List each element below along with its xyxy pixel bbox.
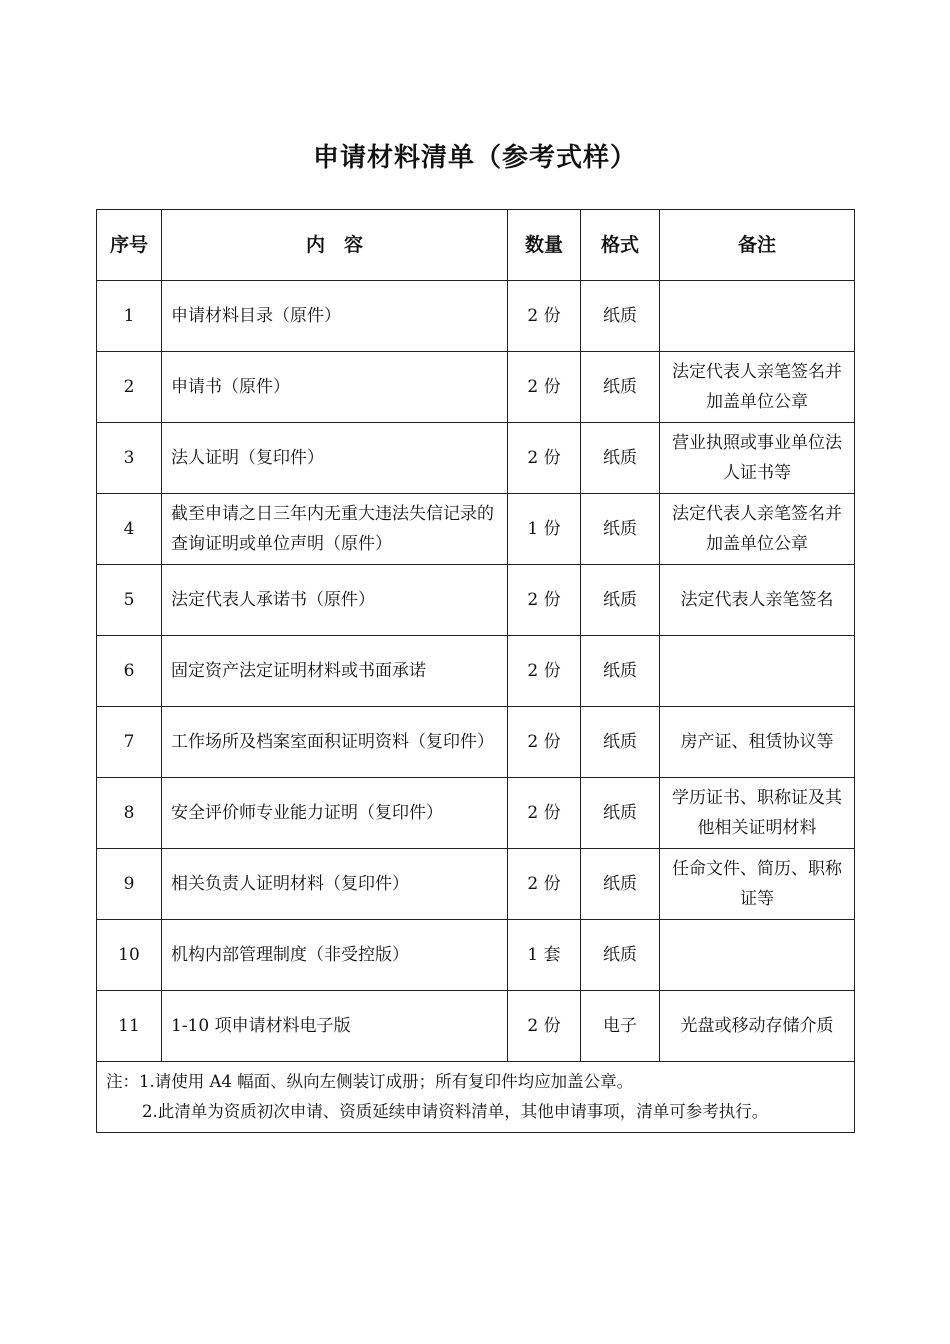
cell-format: 纸质 bbox=[581, 565, 660, 636]
notes-cell bbox=[97, 1062, 855, 1133]
cell-format: 纸质 bbox=[581, 849, 660, 920]
table-row bbox=[97, 423, 855, 494]
cell-format: 纸质 bbox=[581, 707, 660, 778]
cell-seq: 7 bbox=[97, 707, 162, 778]
cell-seq: 10 bbox=[97, 920, 162, 991]
cell-seq: 11 bbox=[97, 991, 162, 1062]
table-row bbox=[97, 565, 855, 636]
cell-quantity: 2 份 bbox=[508, 423, 581, 494]
table-row bbox=[97, 849, 855, 920]
cell-content: 申请书（原件） bbox=[162, 352, 508, 423]
cell-remarks: 法定代表人亲笔签名 bbox=[660, 565, 855, 636]
cell-content: 申请材料目录（原件） bbox=[162, 281, 508, 352]
cell-content: 相关负责人证明材料（复印件） bbox=[162, 849, 508, 920]
table-row bbox=[97, 494, 855, 565]
cell-quantity: 1 套 bbox=[508, 920, 581, 991]
cell-format: 纸质 bbox=[581, 636, 660, 707]
cell-remarks: 营业执照或事业单位法人证书等 bbox=[660, 423, 855, 494]
cell-seq: 4 bbox=[97, 494, 162, 565]
cell-seq: 8 bbox=[97, 778, 162, 849]
cell-remarks bbox=[660, 636, 855, 707]
cell-format: 纸质 bbox=[581, 494, 660, 565]
cell-quantity: 2 份 bbox=[508, 565, 581, 636]
header-quantity: 数量 bbox=[508, 210, 581, 281]
cell-remarks: 法定代表人亲笔签名并加盖单位公章 bbox=[660, 352, 855, 423]
cell-content: 安全评价师专业能力证明（复印件） bbox=[162, 778, 508, 849]
table-row bbox=[97, 778, 855, 849]
cell-format: 纸质 bbox=[581, 920, 660, 991]
page-title: 申请材料清单（参考式样） bbox=[312, 143, 637, 173]
cell-format: 纸质 bbox=[581, 778, 660, 849]
cell-content: 法人证明（复印件） bbox=[162, 423, 508, 494]
header-content: 内 容 bbox=[162, 210, 508, 281]
cell-content: 法定代表人承诺书（原件） bbox=[162, 565, 508, 636]
cell-quantity: 2 份 bbox=[508, 991, 581, 1062]
cell-content: 机构内部管理制度（非受控版） bbox=[162, 920, 508, 991]
cell-quantity: 1 份 bbox=[508, 494, 581, 565]
cell-seq: 2 bbox=[97, 352, 162, 423]
cell-quantity: 2 份 bbox=[508, 849, 581, 920]
note-line-1: 注：1.请使用 A4 幅面、纵向左侧装订成册；所有复印件均应加盖公章。 bbox=[106, 1072, 634, 1091]
header-remarks: 备注 bbox=[660, 210, 855, 281]
cell-remarks bbox=[660, 281, 855, 352]
cell-seq: 6 bbox=[97, 636, 162, 707]
table-row bbox=[97, 991, 855, 1062]
table-row bbox=[97, 636, 855, 707]
table-header-row bbox=[97, 210, 855, 281]
cell-seq: 9 bbox=[97, 849, 162, 920]
note-line-2: 2.此清单为资质初次申请、资质延续申请资料清单，其他申请事项，清单可参考执行。 bbox=[142, 1102, 769, 1121]
cell-quantity: 2 份 bbox=[508, 707, 581, 778]
cell-format: 电子 bbox=[581, 991, 660, 1062]
cell-seq: 5 bbox=[97, 565, 162, 636]
cell-quantity: 2 份 bbox=[508, 778, 581, 849]
cell-remarks: 房产证、租赁协议等 bbox=[660, 707, 855, 778]
table-row bbox=[97, 281, 855, 352]
cell-remarks: 任命文件、简历、职称证等 bbox=[660, 849, 855, 920]
cell-remarks: 光盘或移动存储介质 bbox=[660, 991, 855, 1062]
cell-format: 纸质 bbox=[581, 281, 660, 352]
table-row bbox=[97, 352, 855, 423]
materials-table bbox=[96, 209, 855, 1133]
header-format: 格式 bbox=[581, 210, 660, 281]
cell-quantity: 2 份 bbox=[508, 281, 581, 352]
cell-remarks bbox=[660, 920, 855, 991]
header-seq: 序号 bbox=[97, 210, 162, 281]
notes-row bbox=[97, 1062, 855, 1133]
cell-seq: 3 bbox=[97, 423, 162, 494]
cell-quantity: 2 份 bbox=[508, 352, 581, 423]
cell-remarks: 法定代表人亲笔签名并加盖单位公章 bbox=[660, 494, 855, 565]
cell-seq: 1 bbox=[97, 281, 162, 352]
table-row bbox=[97, 707, 855, 778]
cell-content: 固定资产法定证明材料或书面承诺 bbox=[162, 636, 508, 707]
cell-content: 截至申请之日三年内无重大违法失信记录的查询证明或单位声明（原件） bbox=[162, 494, 508, 565]
cell-format: 纸质 bbox=[581, 423, 660, 494]
cell-content: 工作场所及档案室面积证明资料（复印件） bbox=[162, 707, 508, 778]
cell-quantity: 2 份 bbox=[508, 636, 581, 707]
table-row bbox=[97, 920, 855, 991]
cell-format: 纸质 bbox=[581, 352, 660, 423]
cell-remarks: 学历证书、职称证及其他相关证明材料 bbox=[660, 778, 855, 849]
cell-content: 1-10 项申请材料电子版 bbox=[162, 991, 508, 1062]
